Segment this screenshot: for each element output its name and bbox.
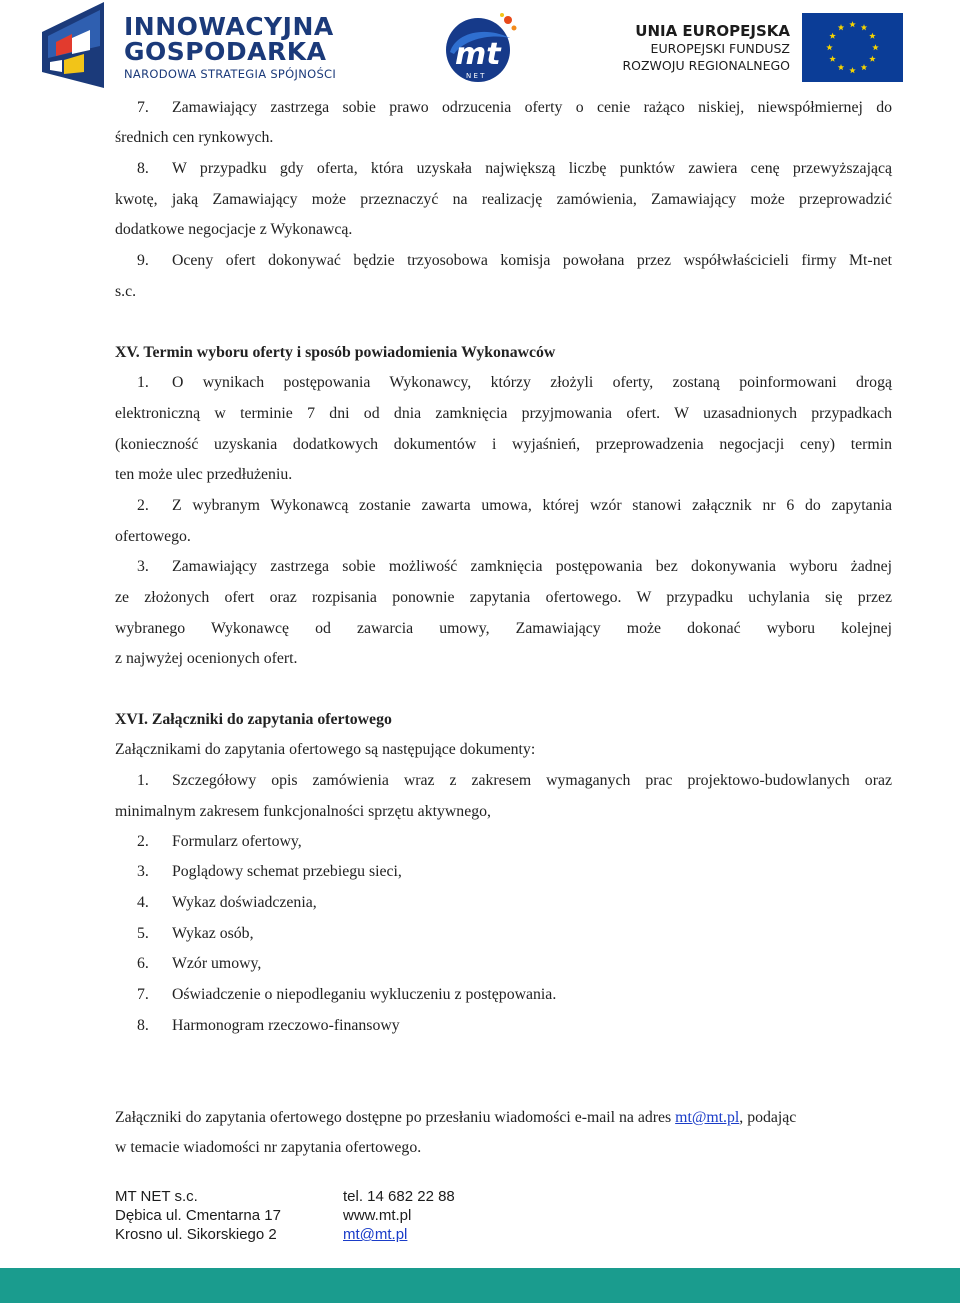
item-number: 2. [137, 833, 149, 850]
item-8-line-2: kwotę, jaką Zamawiający może przeznaczyć na realizację zamówienia, Zamawiający może przeprowadzić [115, 191, 892, 208]
list-item [115, 954, 892, 974]
ig-title-line1: INNOWACYJNA [124, 12, 334, 41]
item-text: Szczegółowy opis zamówienia wraz z zakresem wymaganych prac projektowo-budowlanych oraz [172, 772, 892, 789]
svg-text:mt: mt [455, 37, 501, 72]
footer-color-bar [0, 1268, 960, 1303]
item-7-line-1 [115, 98, 892, 118]
ig-title-line2: GOSPODARKA [124, 37, 327, 66]
item-text: Formularz ofertowy, [172, 833, 302, 850]
xv-item-3-line-1 [115, 557, 892, 577]
xvi-item-1-line-2: minimalnym zakresem funkcjonalności sprzętu aktywnego, [115, 803, 491, 820]
page-header [0, 0, 960, 92]
item-text: O wynikach postępowania Wykonawcy, którzy złożyli oferty, zostaną poinformowani drogą [172, 374, 892, 391]
innowacyjna-gospodarka-logo [42, 2, 342, 88]
item-number: 6. [137, 955, 149, 972]
xv-item-1-line-2: elektroniczną w terminie 7 dni od dnia zamknięcia przyjmowania ofert. W uzasadnionych przypadkach [115, 405, 892, 422]
attachments-note-line-1 [115, 1108, 892, 1128]
innowacyjna-gospodarka-title [124, 14, 334, 64]
mt-logo-text: N E T [466, 72, 485, 80]
footer-address-krosno: Krosno ul. Sikorskiego 2 [115, 1226, 277, 1243]
list-item [115, 924, 892, 944]
xv-item-3-line-3: wybranego Wykonawcę od zawarcia umowy, Zamawiający może dokonać wyboru kolejnej [115, 620, 892, 637]
item-8-line-3: dodatkowe negocjacje z Wykonawcą. [115, 221, 353, 238]
item-text: W przypadku gdy oferta, która uzyskała największą liczbę punktów zawiera cenę przewyższającą [172, 160, 892, 177]
item-number: 7. [137, 986, 149, 1003]
xv-item-1-line-1 [115, 373, 892, 393]
mt-net-logo [442, 12, 520, 84]
list-item [115, 985, 892, 1005]
footer-email-container [343, 1226, 407, 1244]
xv-item-2-line-1 [115, 496, 892, 516]
xv-item-1-line-4: ten może ulec przedłużeniu. [115, 466, 293, 483]
item-number: 2. [137, 497, 149, 514]
note-text-end: , podając [739, 1109, 797, 1126]
xv-item-3-line-2: ze złożonych ofert oraz rozpisania ponownie zapytania ofertowego. W przypadku uchylania się przez [115, 589, 892, 606]
attachments-note-line-2: w temacie wiadomości nr zapytania ofertowego. [115, 1139, 422, 1156]
item-text: Poglądowy schemat przebiegu sieci, [172, 863, 402, 880]
email-link[interactable]: mt@mt.pl [675, 1109, 740, 1126]
item-9-line-2: s.c. [115, 283, 137, 300]
footer-website: www.mt.pl [343, 1207, 412, 1224]
list-item [115, 862, 892, 882]
list-item [115, 893, 892, 913]
item-number: 3. [137, 558, 149, 575]
section-xvi-heading: XVI. Załączniki do zapytania ofertowego [115, 711, 392, 728]
item-number: 7. [137, 99, 149, 116]
item-number: 8. [137, 1017, 149, 1034]
eu-line2: EUROPEJSKI FUNDUSZ [650, 41, 790, 56]
footer-company: MT NET s.c. [115, 1188, 198, 1205]
item-number: 1. [137, 374, 149, 391]
item-text: Harmonogram rzeczowo-finansowy [172, 1017, 400, 1034]
list-item [115, 1016, 892, 1036]
item-text: Zamawiający zastrzega sobie prawo odrzucenia oferty o cenie rażąco niskiej, niewspółmiernej do [172, 99, 892, 116]
item-text: Wykaz doświadczenia, [172, 894, 317, 911]
eu-line1: UNIA EUROPEJSKA [635, 22, 790, 40]
xv-item-2-line-2: ofertowego. [115, 528, 191, 545]
item-number: 9. [137, 252, 149, 269]
item-text: Zamawiający zastrzega sobie możliwość zamknięcia postępowania bez dokonywania wyboru żadnej [172, 558, 892, 575]
xvi-item-1-line-1 [115, 771, 892, 791]
item-9-line-1 [115, 251, 892, 271]
item-text: Oświadczenie o niepodleganiu wykluczeniu z postępowania. [172, 986, 557, 1003]
xv-item-1-line-3: (konieczność uzyskania dodatkowych dokumentów i wyjaśnień, przeprowadzenia negocjacji ceny) termin [115, 436, 892, 453]
item-number: 4. [137, 894, 149, 911]
innowacyjna-gospodarka-mark-icon [42, 2, 104, 88]
footer-address-debica: Dębica ul. Cmentarna 17 [115, 1207, 281, 1224]
footer-email-link[interactable]: mt@mt.pl [343, 1226, 408, 1243]
list-item [115, 832, 892, 852]
item-7-line-2: średnich cen rynkowych. [115, 129, 274, 146]
item-number: 5. [137, 925, 149, 942]
eu-text-block [600, 22, 790, 74]
section-xvi-intro: Załącznikami do zapytania ofertowego są następujące dokumenty: [115, 741, 536, 758]
ig-subtitle: NARODOWA STRATEGIA SPÓJNOŚCI [124, 67, 337, 81]
note-text: Załączniki do zapytania ofertowego dostępne po przesłaniu wiadomości e-mail na adres [115, 1109, 676, 1126]
xv-item-3-line-4: z najwyżej ocenionych ofert. [115, 650, 298, 667]
section-xv-heading: XV. Termin wyboru oferty i sposób powiadomienia Wykonawców [115, 344, 556, 361]
item-number: 8. [137, 160, 149, 177]
item-text: Wykaz osób, [172, 925, 254, 942]
eu-line3: ROZWOJU REGIONALNEGO [622, 58, 790, 73]
item-number: 3. [137, 863, 149, 880]
item-number: 1. [137, 772, 149, 789]
eu-flag-icon [802, 13, 903, 82]
item-text: Wzór umowy, [172, 955, 262, 972]
item-text: Z wybranym Wykonawcą zostanie zawarta umowa, której wzór stanowi załącznik nr 6 do zapytania [172, 497, 892, 514]
item-text: Oceny ofert dokonywać będzie trzyosobowa komisja powołana przez współwłaścicieli firmy Mt-net [172, 252, 892, 269]
footer-phone: tel. 14 682 22 88 [343, 1188, 455, 1205]
item-8-line-1 [115, 159, 892, 179]
